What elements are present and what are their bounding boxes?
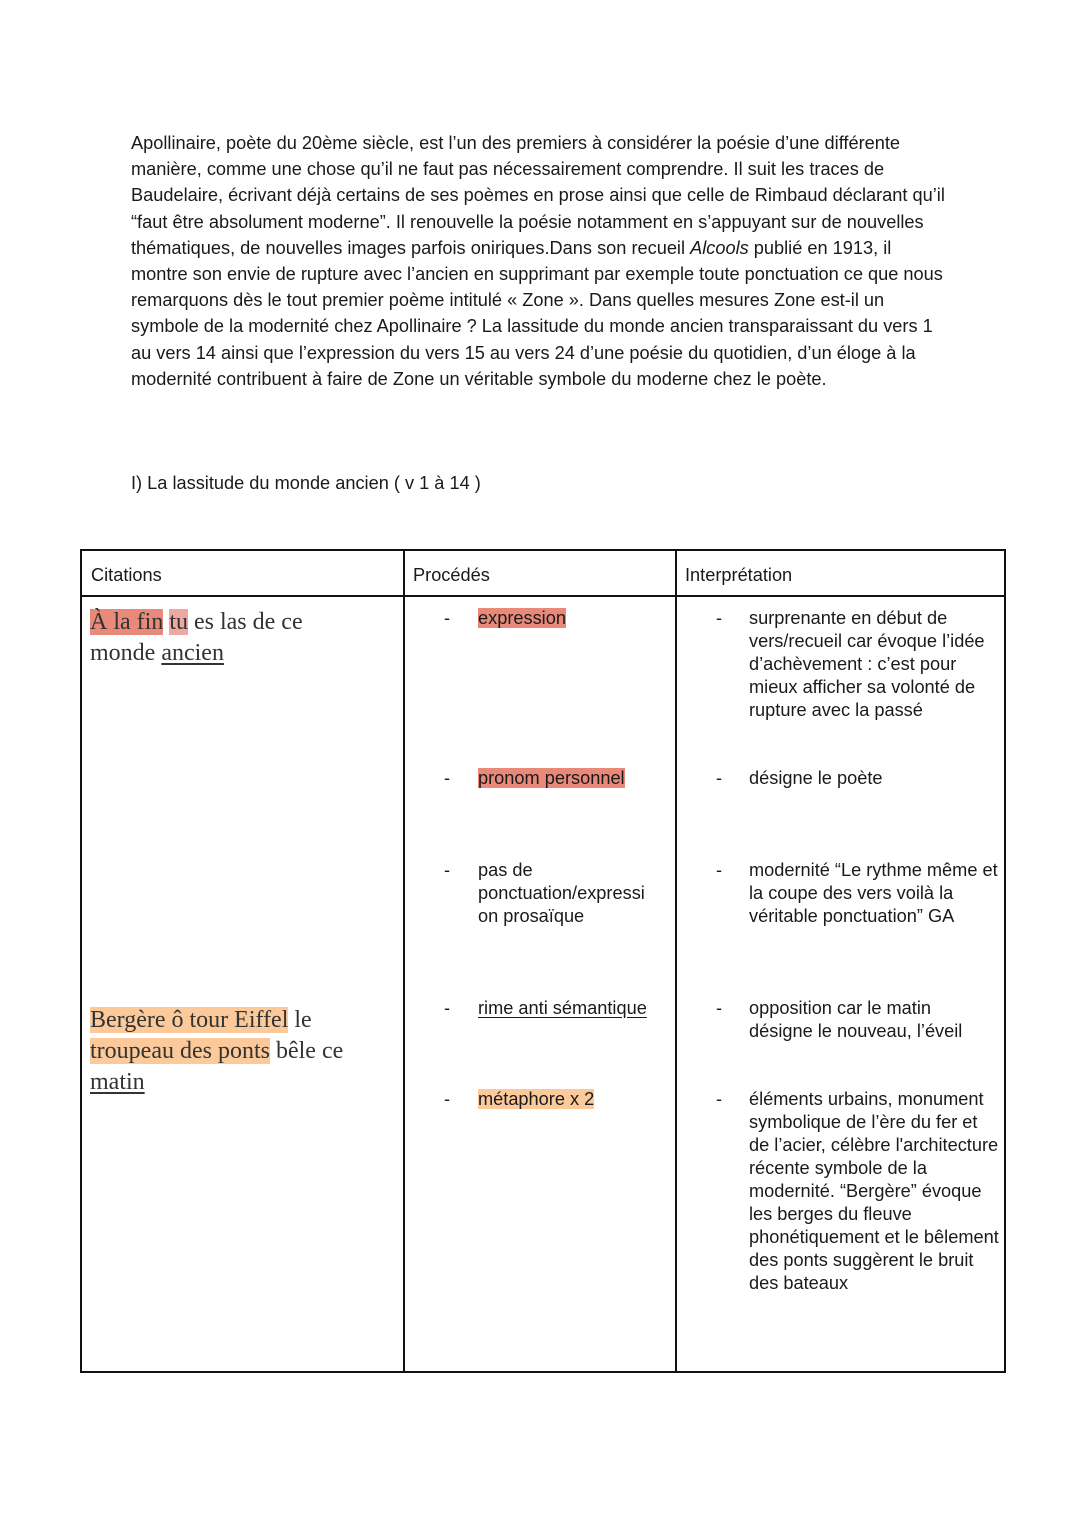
header-interpretation: Interprétation — [685, 565, 793, 585]
procede-2-text: pronom personnel — [478, 768, 625, 788]
header-procedes: Procédés — [413, 565, 490, 585]
citation-2-highlight-2: troupeau des ponts — [90, 1038, 270, 1064]
citation-2 — [90, 1005, 343, 1098]
analysis-table — [80, 549, 1006, 1373]
citation-1-text-2: monde — [90, 640, 162, 666]
procede-4 — [478, 997, 668, 1020]
list-dash: - — [716, 998, 723, 1018]
procede-1-text: expression — [478, 608, 566, 628]
procede-5 — [478, 1088, 668, 1111]
list-dash: - — [444, 1089, 451, 1109]
intro-text-end: publié en 1913, il montre son envie de rupture avec l’ancien en supprimant par exemple toute ponctuation ce que nous remarquons dès le tout premier poème intitulé « Zone ». Dans quelles mesures Zone est-il un symbole de la modernité chez Apollinaire ? La lassitude du monde ancien transparaissant du vers 1 au vers 14 ainsi que l’expression du vers 15 au vers 24 d’une poésie du quotidien, d’un éloge à la modernité contribuent à faire de Zone un véritable symbole du moderne chez le poète. — [131, 237, 943, 389]
interpretation-5: éléments urbains, monument symbolique de l’ère du fer et de l’acier, célèbre l'architecture récente symbole de la modernité. “Bergère” évoque les berges du fleuve phonétiquement et le bêlement des ponts suggèrent le bruit des bateaux — [749, 1089, 999, 1293]
list-dash: - — [444, 768, 451, 788]
interpretation-3: modernité “Le rythme même et la coupe des vers voilà la véritable ponctuation” GA — [749, 860, 998, 926]
procede-3: pas de ponctuation/expressi on prosaïque — [478, 860, 645, 926]
procede-1 — [478, 607, 668, 630]
procede-4-text: rime anti sémantique — [478, 998, 647, 1018]
header-citations: Citations — [91, 565, 162, 585]
list-dash: - — [716, 1089, 723, 1109]
procede-5-text: métaphore x 2 — [478, 1089, 595, 1109]
list-dash: - — [444, 998, 451, 1018]
citation-1 — [90, 607, 303, 669]
citation-1-highlight: À la fin — [90, 609, 164, 635]
citation-2-text-2: bêle ce — [269, 1038, 344, 1064]
book-title: Alcools — [690, 237, 749, 258]
intro-paragraph — [131, 130, 946, 392]
intro-text-start: Apollinaire, poète du 20ème siècle, est l’un des premiers à considérer la poésie d’une différente manière, comme une chose qu’il ne faut pas nécessairement comprendre. Il suit les traces de Baudelaire, écrivant déjà certains de ses poèmes en prose ainsi que celle de Rimbaud déclarant qu’il “faut être absolument moderne”. Il renouvelle la poésie notamment en s’appuyant sur de nouvelles thématiques, de nouvelles images parfois oniriques.Dans son recueil — [131, 133, 945, 258]
header-divider — [82, 595, 1004, 597]
citation-2-text: le — [288, 1007, 312, 1033]
citation-1-pronoun: tu — [169, 609, 188, 635]
procede-2 — [478, 767, 668, 790]
interpretation-2: désigne le poète — [749, 768, 883, 788]
section-title: I) La lassitude du monde ancien ( v 1 à 14 ) — [131, 473, 481, 493]
column-divider — [675, 551, 677, 1371]
citation-2-underlined: matin — [90, 1069, 145, 1095]
list-dash: - — [716, 768, 723, 788]
column-divider — [403, 551, 405, 1371]
interpretation-1: surprenante en début de vers/recueil car évoque l’idée d’achèvement : c’est pour mieux afficher sa volonté de rupture avec la passé — [749, 608, 985, 720]
list-dash: - — [716, 860, 723, 880]
citation-2-highlight: Bergère ô tour Eiffel — [90, 1007, 289, 1033]
list-dash: - — [444, 608, 451, 628]
list-dash: - — [444, 860, 451, 880]
interpretation-4: opposition car le matin désigne le nouveau, l’éveil — [749, 998, 963, 1041]
citation-1-underlined: ancien — [161, 640, 224, 666]
list-dash: - — [716, 608, 723, 628]
citation-1-text: es las de ce — [187, 609, 303, 635]
